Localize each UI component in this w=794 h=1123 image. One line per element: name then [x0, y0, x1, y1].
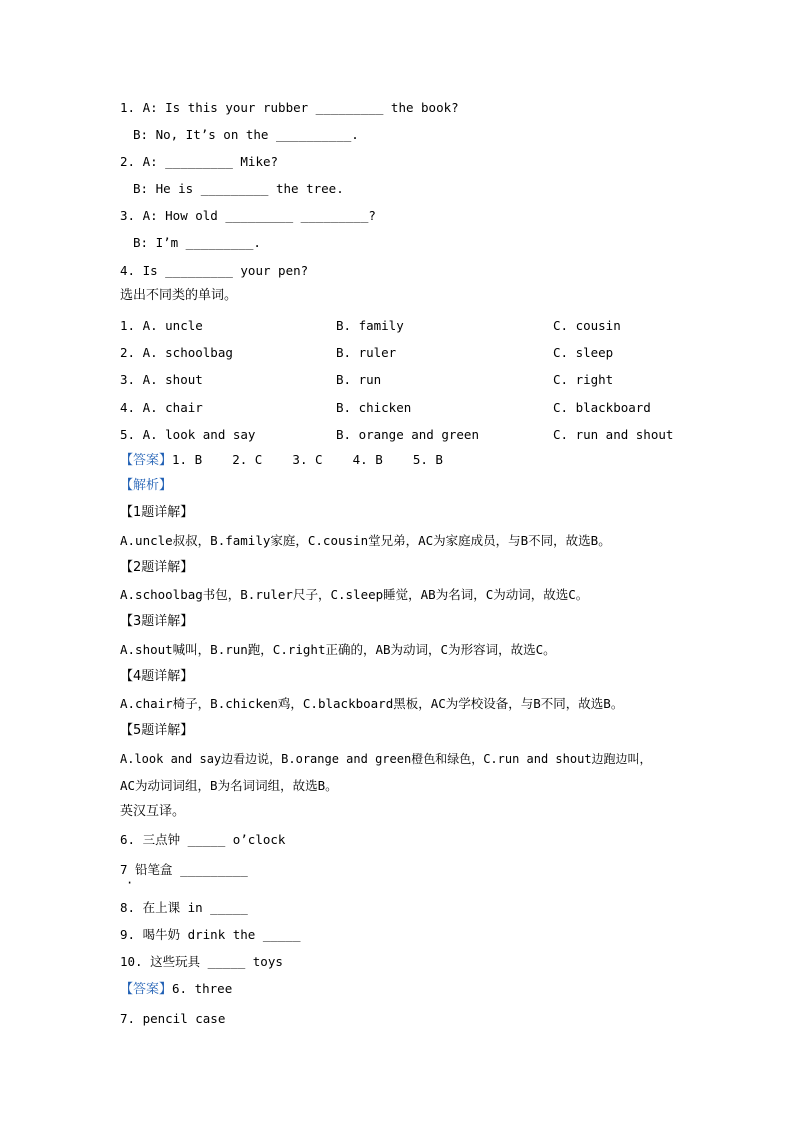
translation-8: 8. 在上课 in _____ — [120, 900, 248, 915]
translation-9: 9. 喝牛奶 drink the _____ — [120, 927, 301, 942]
detail-2-body: A.schoolbag书包，B.ruler尺子，C.sleep睡觉，AB为名词，C为动词，故选C。 — [120, 587, 589, 602]
detail-1-head: 【1题详解】 — [120, 505, 194, 520]
question-3a: 3. A: How old _________ _________? — [120, 208, 376, 223]
question-1b: B: No, It’s on the __________. — [133, 127, 359, 142]
choice-5-a: 5. A. look and say — [120, 427, 256, 442]
answer-text: 1. B 2. C 3. C 4. B 5. B — [172, 452, 443, 467]
choice-1-a: 1. A. uncle — [120, 318, 203, 333]
answer2-line-2: 7. pencil case — [120, 1011, 226, 1026]
question-2b: B: He is _________ the tree. — [133, 181, 344, 196]
question-4: 4. Is _________ your pen? — [120, 263, 309, 278]
choice-2-b: B. ruler — [336, 345, 397, 360]
stray-dot: · — [126, 876, 134, 890]
choice-3-b: B. run — [336, 372, 382, 387]
detail-5-body: A.look and say边看边说，B.orange and green橙色和绿色，C.run and shout边跑边叫， — [120, 752, 652, 766]
choice-4-b: B. chicken — [336, 400, 412, 415]
translation-7: 7 铅笔盒 _________ — [120, 862, 248, 877]
question-2a: 2. A: _________ Mike? — [120, 154, 279, 169]
answer2-text: 6. three — [172, 981, 233, 996]
choice-4-a: 4. A. chair — [120, 400, 203, 415]
detail-1-body: A.uncle叔叔，B.family家庭，C.cousin堂兄弟，AC为家庭成员，与B不同，故选B。 — [120, 533, 611, 548]
choice-5-b: B. orange and green — [336, 427, 479, 442]
choice-3-a: 3. A. shout — [120, 372, 203, 387]
answer2-tag: 【答案】 — [120, 982, 173, 997]
choice-2-a: 2. A. schoolbag — [120, 345, 233, 360]
choice-1-c: C. cousin — [553, 318, 621, 333]
detail-3-body: A.shout喊叫，B.run跑，C.right正确的，AB为动词，C为形容词，故选C。 — [120, 642, 556, 657]
answer2-line — [120, 981, 232, 998]
choice-3-c: C. right — [553, 372, 614, 387]
detail-3-head: 【3题详解】 — [120, 614, 194, 629]
detail-4-body: A.chair椅子，B.chicken鸡，C.blackboard黑板，AC为学校设备，与B不同，故选B。 — [120, 696, 624, 711]
choice-1-b: B. family — [336, 318, 404, 333]
analysis-tag: 【解析】 — [120, 478, 173, 493]
question-1a: 1. A: Is this your rubber _________ the book? — [120, 100, 459, 115]
translation-10: 10. 这些玩具 _____ toys — [120, 954, 283, 969]
detail-4-head: 【4题详解】 — [120, 669, 194, 684]
choice-5-c: C. run and shout — [553, 427, 674, 442]
answer-line — [120, 452, 443, 469]
section-title-translation: 英汉互译。 — [120, 804, 186, 819]
choice-4-c: C. blackboard — [553, 400, 651, 415]
question-3b: B: I’m _________. — [133, 235, 261, 250]
detail-2-head: 【2题详解】 — [120, 560, 194, 575]
detail-5-head: 【5题详解】 — [120, 723, 194, 738]
choice-2-c: C. sleep — [553, 345, 614, 360]
translation-6: 6. 三点钟 _____ o’clock — [120, 832, 286, 847]
detail-5-continued: AC为动词词组，B为名词词组，故选B。 — [120, 778, 338, 793]
section-title-odd-one-out: 选出不同类的单词。 — [120, 288, 238, 303]
answer-tag: 【答案】 — [120, 453, 173, 468]
